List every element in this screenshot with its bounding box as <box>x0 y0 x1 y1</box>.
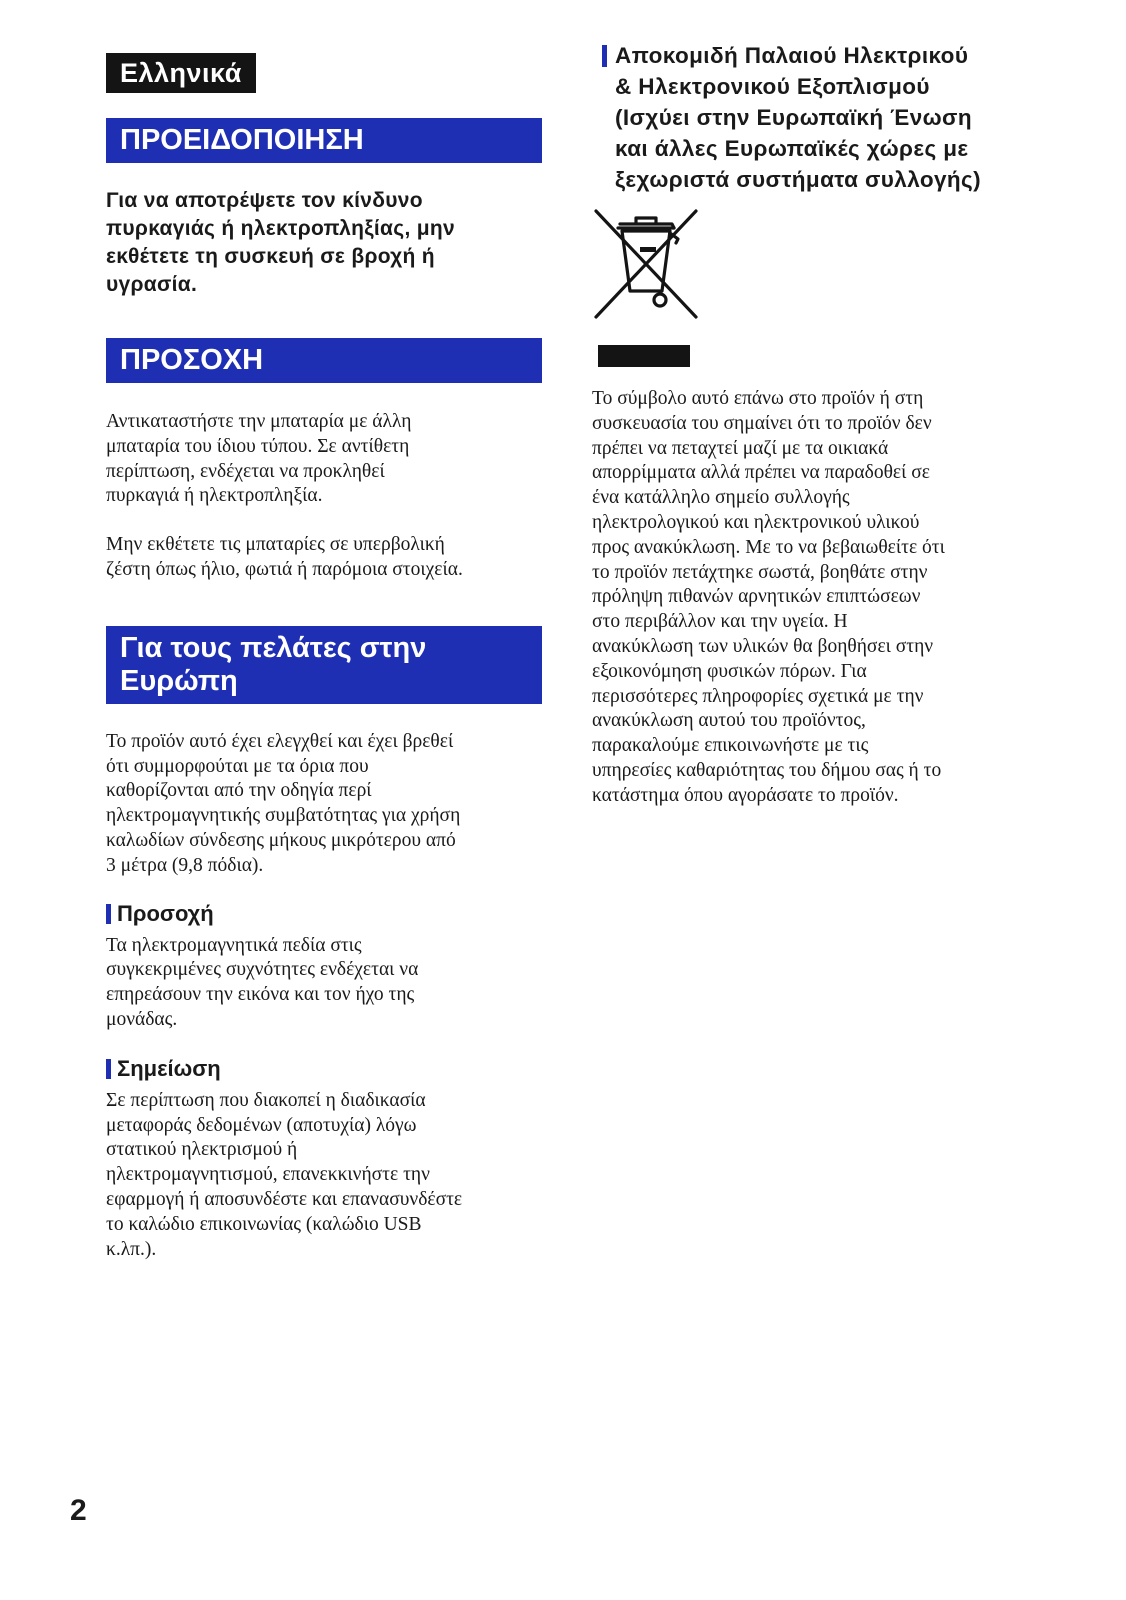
text-line: εφαρμογή ή αποσυνδέστε και επανασυνδέστε <box>106 1188 463 1210</box>
disposal-paragraph <box>592 387 1038 809</box>
note-subheading <box>106 1055 542 1083</box>
text-line: Το σύμβολο αυτό επάνω στο προϊόν ή στη <box>592 388 924 409</box>
caution-paragraph-2 <box>106 533 542 583</box>
text-line: ηλεκτρολογικού και ηλεκτρονικού υλικού <box>592 511 920 533</box>
text-line: επηρεάσουν την εικόνα και τον ήχο της <box>106 984 415 1006</box>
disposal-heading <box>602 40 1038 195</box>
text-line: το καλώδιο επικοινωνίας (καλώδιο USB <box>106 1213 422 1235</box>
text-line: κατάστημα όπου αγοράσατε το προϊόν. <box>592 784 899 806</box>
europe-heading <box>106 626 542 704</box>
text-line: πρέπει να πεταχτεί μαζί με τα οικιακά <box>592 437 889 459</box>
warning-line: υγρασία. <box>106 273 198 296</box>
text-line: υπηρεσίες καθαριότητας του δήμου σας ή το <box>592 759 942 781</box>
text-line: μεταφοράς δεδομένων (αποτυχία) λόγω <box>106 1114 417 1136</box>
warning-body <box>106 187 542 299</box>
left-column <box>106 53 542 1262</box>
warning-line: Για να αποτρέψετε τον κίνδυνο <box>106 189 423 212</box>
text-line: κ.λπ.). <box>106 1238 157 1260</box>
text-line: καλωδίων σύνδεσης μήκους μικρότερου από <box>106 829 456 851</box>
europe-heading-line: Για τους πελάτες στην <box>120 631 427 664</box>
right-column <box>592 40 1038 809</box>
warning-heading: ΠΡΟΕΙΔΟΠΟΙΗΣΗ <box>106 118 542 163</box>
text-line: περισσότερες πληροφορίες σχετικά με την <box>592 685 924 707</box>
disposal-heading-line: και άλλες Ευρωπαϊκές χώρες με <box>615 136 969 161</box>
text-line: εξοικονόμηση φυσικών πόρων. Για <box>592 660 867 682</box>
subheading-bar <box>106 904 111 924</box>
text-line: το προϊόν πετάχτηκε σωστά, βοηθάτε στην <box>592 561 928 583</box>
text-line: στατικού ηλεκτρισμού ή <box>106 1139 298 1161</box>
text-line: συγκεκριμένες συχνότητες ενδέχεται να <box>106 959 419 981</box>
text-line: παρακαλούμε επικοινωνήστε με τις <box>592 735 869 757</box>
warning-line: εκθέτετε τη συσκευή σε βροχή ή <box>106 245 435 268</box>
attention-title: Προσοχή <box>117 900 214 926</box>
caution-heading: ΠΡΟΣΟΧΗ <box>106 338 542 383</box>
language-tab: Ελληνικά <box>106 53 256 93</box>
text-line: στο περιβάλλον και την υγεία. Η <box>592 611 848 633</box>
text-line: ανακύκλωση αυτού του προϊόντος, <box>592 710 866 732</box>
note-paragraph <box>106 1089 542 1263</box>
crossed-out-wheelie-bin-icon <box>590 207 702 323</box>
text-line: Μην εκθέτετε τις μπαταρίες σε υπερβολική <box>106 534 445 556</box>
text-line: μονάδας. <box>106 1008 178 1030</box>
text-line: ηλεκτρομαγνητισμού, επανεκκινήστε την <box>106 1164 430 1186</box>
text-line: προς ανακύκλωση. Με το να βεβαιωθείτε ότι <box>592 536 945 558</box>
attention-subheading <box>106 900 542 928</box>
page-number: 2 <box>70 1494 87 1527</box>
text-line: ότι συμμορφούται με τα όρια που <box>106 755 369 777</box>
text-line: Τα ηλεκτρομαγνητικά πεδία στις <box>106 934 362 956</box>
text-line: ένα κατάλληλο σημείο συλλογής <box>592 487 850 509</box>
subheading-bar <box>602 45 607 67</box>
text-line: καθορίζονται από την οδηγία περί <box>106 780 372 802</box>
caution-paragraph-1 <box>106 410 542 509</box>
text-line: απορρίμματα αλλά πρέπει να παραδοθεί σε <box>592 462 930 484</box>
text-line: Αντικαταστήστε την μπαταρία με άλλη <box>106 411 412 432</box>
text-line: πρόληψη πιθανών αρνητικών επιπτώσεων <box>592 586 921 608</box>
text-line: ζέστη όπως ήλιο, φωτιά ή παρόμοια στοιχεία. <box>106 558 463 580</box>
europe-heading-line: Ευρώπη <box>120 664 238 697</box>
attention-paragraph <box>106 934 542 1033</box>
europe-paragraph <box>106 730 542 879</box>
black-bar-symbol <box>598 345 690 367</box>
text-line: συσκευασία του σημαίνει ότι το προϊόν δεν <box>592 412 932 434</box>
subheading-bar <box>106 1059 111 1079</box>
note-title: Σημείωση <box>117 1055 221 1081</box>
text-line: ηλεκτρομαγνητικής συμβατότητας για χρήση <box>106 805 461 827</box>
disposal-heading-line: (Ισχύει στην Ευρωπαϊκή Ένωση <box>615 105 972 130</box>
text-line: ανακύκλωση των υλικών θα βοηθήσει στην <box>592 635 934 657</box>
disposal-heading-line: ξεχωριστά συστήματα συλλογής) <box>615 167 982 192</box>
bin-slot <box>640 247 656 252</box>
disposal-heading-line: Αποκομιδή Παλαιού Ηλεκτρικού <box>615 43 969 68</box>
disposal-heading-line: & Ηλεκτρονικού Εξοπλισμού <box>615 74 930 99</box>
text-line: Σε περίπτωση που διακοπεί η διαδικασία <box>106 1089 426 1111</box>
text-line: πυρκαγιά ή ηλεκτροπληξία. <box>106 485 323 507</box>
warning-line: πυρκαγιάς ή ηλεκτροπληξίας, μην <box>106 217 455 240</box>
text-line: μπαταρία του ίδιου τύπου. Σε αντίθετη <box>106 435 410 457</box>
disposal-heading-text <box>615 40 981 195</box>
text-line: Το προϊόν αυτό έχει ελεγχθεί και έχει βρεθεί <box>106 730 454 752</box>
text-line: 3 μέτρα (9,8 πόδια). <box>106 854 264 876</box>
text-line: περίπτωση, ενδέχεται να προκληθεί <box>106 460 385 482</box>
